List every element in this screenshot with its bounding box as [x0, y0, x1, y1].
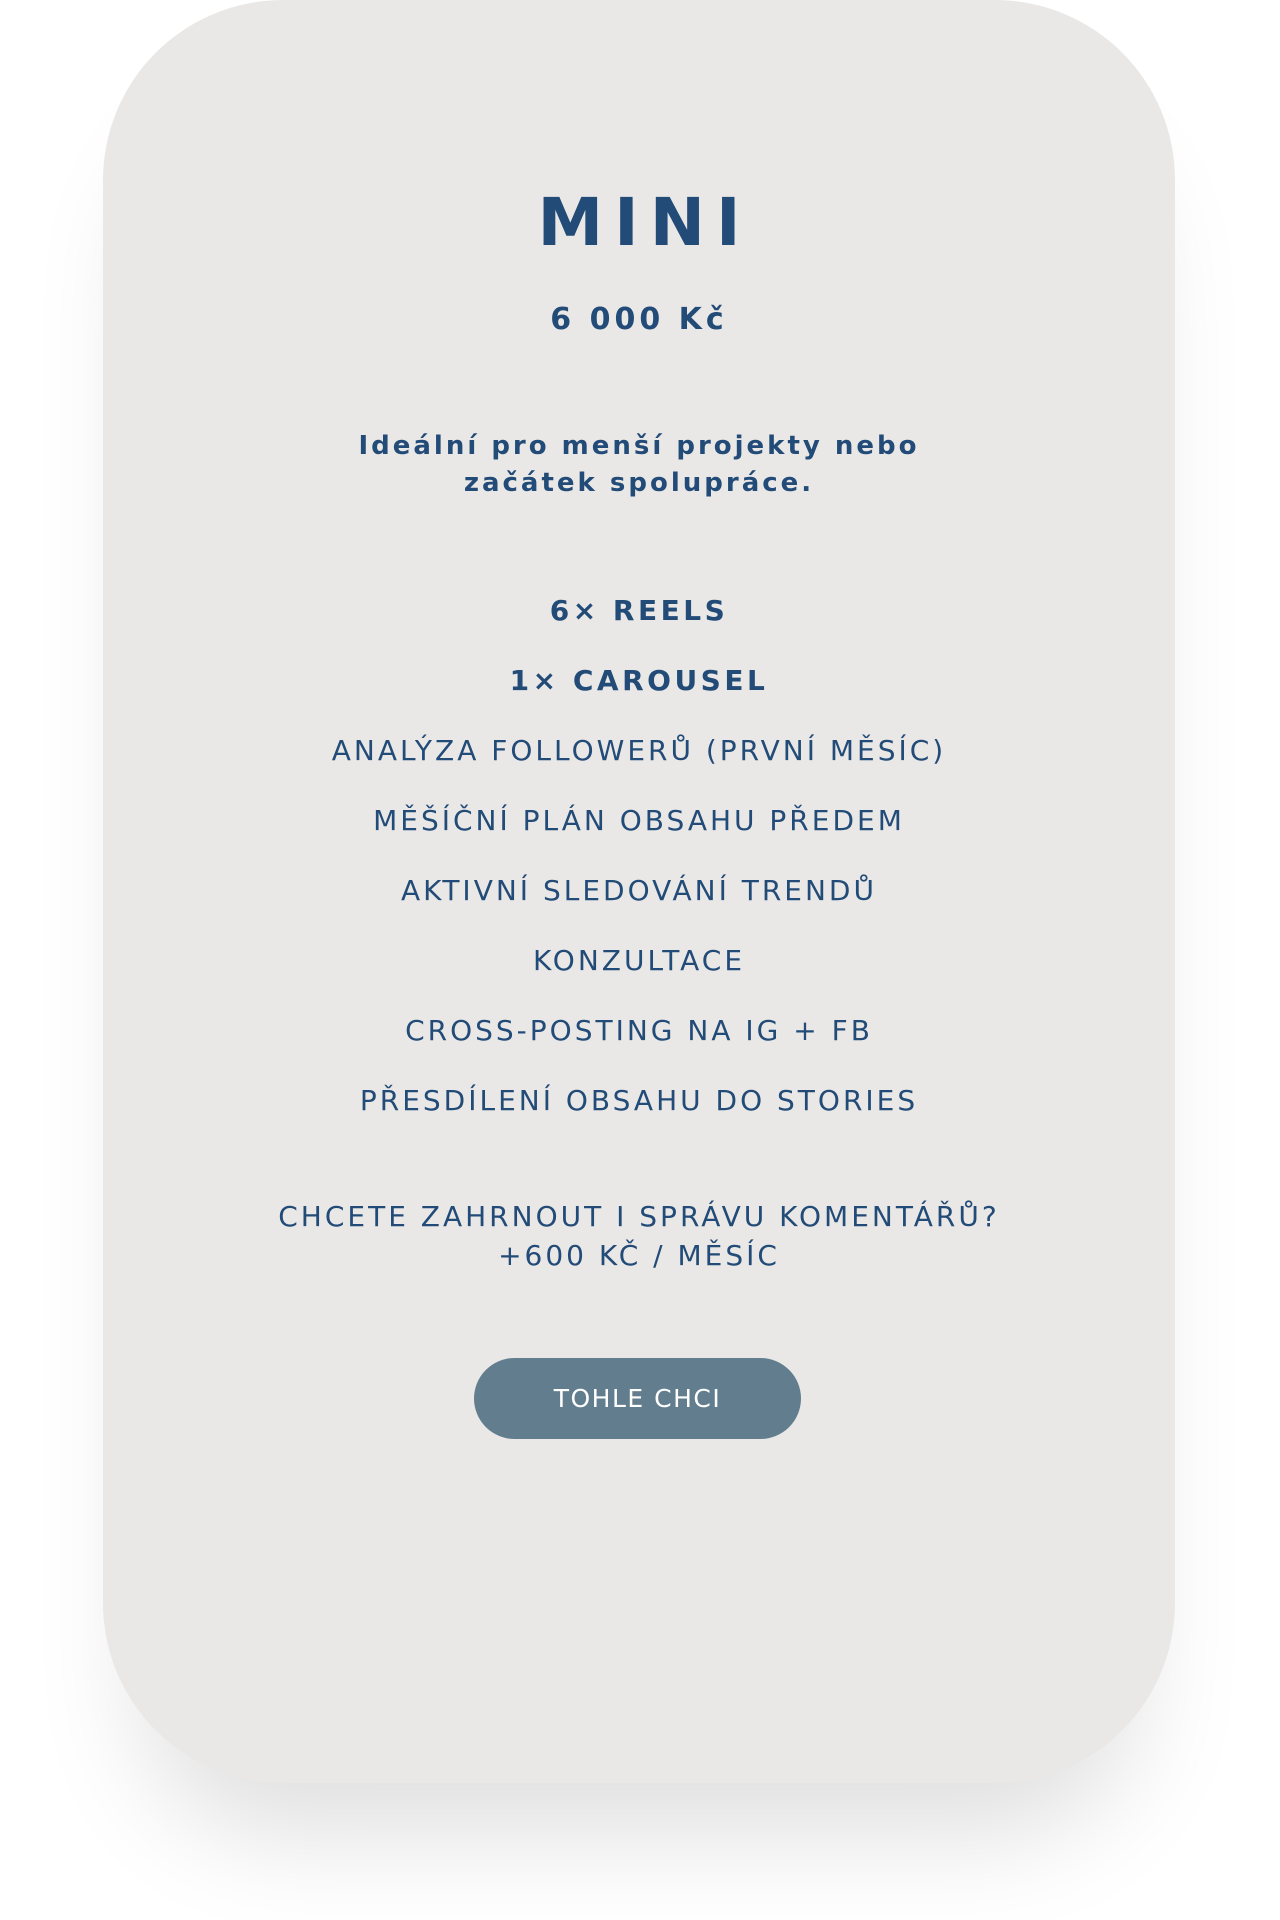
feature-item-follower-analysis: ANALÝZA FOLLOWERŮ (PRVNÍ MĚSÍC)	[331, 734, 947, 767]
pricing-card	[103, 0, 1175, 1783]
plan-price: 6 000 Kč	[550, 302, 728, 337]
addon-question: CHCETE ZAHRNOUT I SPRÁVU KOMENTÁŘŮ?	[278, 1200, 1000, 1233]
feature-item-trend-tracking: AKTIVNÍ SLEDOVÁNÍ TRENDŮ	[400, 874, 877, 907]
feature-item-consultation: KONZULTACE	[532, 944, 746, 977]
plan-description-line: Ideální pro menší projekty nebo	[358, 431, 920, 461]
addon-offer	[103, 1197, 1175, 1275]
feature-list	[103, 591, 1175, 1151]
feature-item-reels: 6× REELS	[549, 594, 729, 627]
feature-item-stories-sharing: PŘESDÍLENÍ OBSAHU DO STORIES	[359, 1084, 919, 1117]
feature-item-carousel: 1× CAROUSEL	[509, 664, 769, 697]
plan-description	[103, 428, 1175, 502]
plan-title: MINI	[537, 184, 752, 261]
feature-item-content-plan: MĚŠÍČNÍ PLÁN OBSAHU PŘEDEM	[373, 804, 905, 837]
select-plan-button[interactable]: TOHLE CHCI	[474, 1358, 801, 1439]
feature-item-cross-posting: CROSS-POSTING NA IG + FB	[405, 1014, 873, 1047]
addon-price: +600 KČ / MĚSÍC	[498, 1239, 780, 1272]
plan-description-line: začátek spolupráce.	[463, 468, 815, 498]
